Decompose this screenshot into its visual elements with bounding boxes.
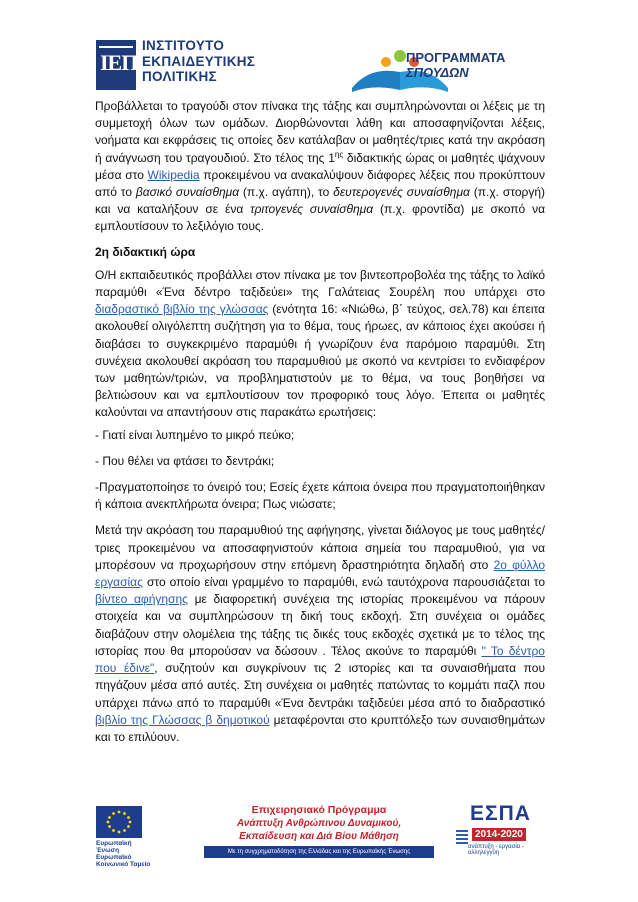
page-header — [96, 38, 546, 96]
operational-programme-title — [204, 804, 434, 843]
interactive-book-link[interactable]: διαδραστικό βιβλίο της γλώσσας — [95, 302, 269, 317]
prog-line-2: ΣΠΟΥΔΩΝ — [406, 65, 469, 80]
paragraph-2 — [95, 267, 545, 422]
language-book-link[interactable]: βιβλίο της Γλώσσας β δημοτικού — [95, 712, 270, 727]
p1-text-b: διδακτικής ώρας οι μαθητές ψάχνουν μέσα στο — [95, 150, 545, 182]
p3-text-d: , συζητούν και συγκρίνουν τις 2 ιστορίες και τα συναισθήματα που πηγάζουν μέσα από αυτές. Στη συνέχεια οι μαθητές πατώντας το κομμάτι παζλ που υπάρχει πάνω από το παραμύθι «Ένα δεντράκι ταξιδεύει μέσα από το διαδραστικό — [95, 661, 546, 710]
eu-label-title: Ευρωπαϊκή Ένωση — [96, 840, 132, 854]
p2-text-a: Ο/Η εκπαιδευτικός προβάλλει στον πίνακα με τον βιντεοπροβολέα της τάξης το λαϊκό παραμύθι «Ένα δέντρο ταξιδεύει» της Γαλάτειας Σουρέλη που υπάρχει στο — [95, 267, 545, 300]
op-line-1: Επιχειρησιακό Πρόγραμμα — [251, 804, 387, 816]
p3-text-a: Μετά την ακρόαση του παραμυθιού της αφήγησης, γίνεται διάλογος με τους μαθητές/τριες προκειμένου να αποσαφηνιστούν κάποια σημεία του παραμυθιού, για να μπορέσουν να προχωρήσουν στην επόμενη δραστηριότητα δηλαδή στο — [95, 523, 545, 572]
p1-text-f: (π.χ. φροντίδα) με σκοπό να εμπλουτίσουν το λεξιλόγιο τους. — [95, 202, 546, 234]
iep-line-3: ΠΟΛΙΤΙΚΗΣ — [142, 69, 217, 84]
cofinancing-strip: Με τη συγχρηματοδότηση της Ελλάδας και της Ευρωπαϊκής Ένωσης — [204, 846, 434, 858]
logo-bar — [99, 46, 133, 48]
eu-flag-icon — [96, 806, 142, 838]
document-body — [95, 98, 545, 751]
iep-line-2: ΕΚΠΑΙΔΕΥΤΙΚΗΣ — [142, 53, 256, 69]
p1-text-c: προκειμένου να ανακαλύψουν διάφορες λέξεις που προκύπτουν από το — [95, 167, 545, 200]
p1-text-d: (π.χ. αγάπη), το — [239, 185, 334, 200]
p2-text-b: (ενότητα 16: «Νιώθω, β΄ τεύχος, σελ.78) και έπειτα ακολουθεί ολιγόλεπτη συζήτηση για το θέμα, τους ήρωες, αν κάποιος έχει ακούσει ή διαβάσει το συγκεκριμένο παραμύθι ή γνωρίζουν ένα παρόμοιο παραμύθι. Στη συνέχεια ακολουθεί ακρόαση του παραμυθιού με σκοπό να κεντρίσει το ενδιαφέρον των μαθητών/τριών, να προβληματιστούν με το θέμα, να τους βοηθήσει να βελτιώσουν και να εμπλουτίσουν τον προφορικό τους λόγο. Έπειτα οι μαθητές καλούνται να απαντήσουν στις παρακάτω ερωτήσεις: — [95, 302, 545, 420]
p3-text-c: με διαφορετική συνέχεια της ιστορίας προκειμένου να πάρουν στοιχεία και να συμπληρώσουν τη δική τους εκδοχή. Στη συνέχεια οι ομάδες διαβάζουν στην ολομέλεια της τάξης τις δικές τους εκδοχές σχετικά με το τέλος της ιστορίας που θα μπορούσαν να δώσουν . Τέλος ακούνε το παραμύθι — [95, 592, 545, 658]
worksheet-2-link[interactable]: 2ο φύλλο εργασίας — [95, 557, 545, 590]
p1-italic-1: βασικό συναίσθημα — [135, 185, 240, 200]
iep-logo-icon — [96, 40, 136, 90]
iep-logo-glyph: ΙΕΠ — [100, 50, 138, 75]
iep-line-1: ΙΝΣΤΙΤΟΥΤΟ — [142, 38, 225, 53]
espa-title: ΕΣΠΑ — [470, 802, 531, 825]
narration-video-link[interactable]: βίντεο αφήγησης — [95, 592, 188, 607]
question-1: - Γιατί είναι λυπημένο το μικρό πεύκο; — [95, 427, 295, 442]
op-line-3: Εκπαίδευση και Διά Βίου Μάθηση — [239, 831, 399, 842]
espa-logo — [456, 802, 544, 856]
programmata-title — [406, 50, 505, 80]
p1-sup: ης — [334, 149, 344, 159]
section-heading: 2η διδακτική ώρα — [95, 244, 196, 259]
giving-tree-link[interactable]: " Το δέντρο που έδινε" — [95, 643, 545, 676]
p1-text-e: (π.χ. στοργή) και να καταλήξουν σε ένα — [95, 185, 546, 217]
prog-line-1: ΠΡΟΓΡΑΜΜΑΤΑ — [406, 50, 506, 65]
greek-flag-icon — [456, 830, 468, 844]
wikipedia-link[interactable]: Wikipedia — [147, 167, 200, 182]
page-footer — [96, 800, 546, 868]
question-2: - Που θέλει να φτάσει το δεντράκι; — [95, 453, 275, 468]
iep-name — [142, 38, 282, 85]
question-3: -Πραγματοποίησε το όνειρό του; Εσείς έχετε κάποια όνειρα που πραγματοποιήθηκαν ή κάποια ανεκπλήρωτα όνειρα; Πως νιώσατε; — [95, 480, 545, 512]
p3-text-b: στο οποίο είναι γραμμένο το παραμύθι, ενώ ταυτόχρονα παρουσιάζεται το — [142, 575, 545, 590]
p1-italic-2: δευτερογενές συναίσθημα — [333, 185, 470, 200]
eu-label-sub: Ευρωπαϊκό Κοινωνικό Ταμείο — [96, 854, 151, 868]
paragraph-1 — [95, 98, 545, 236]
espa-years: 2014-2020 — [472, 828, 526, 841]
p1-text-a: Προβάλλεται το τραγούδι στον πίνακα της τάξης και συμπληρώνονται οι λέξεις με τη συμμετοχή όλων των ομάδων. Διορθώνονται λάθη και αποσαφηνίζονται λέξεις, νοήματα και εκφράσεις τις οποίες δεν κατάλαβαν οι μαθητές/τριες κατά την ακρόαση ή ανάγνωση του τραγουδιού. Στο τέλος της 1 — [95, 99, 545, 165]
espa-slogan: ανάπτυξη - εργασία - αλληλεγγύη — [468, 844, 524, 856]
p3-text-e: μεταφέρονται στο κρυπτόλεξο των συναισθημάτων και το επιλύουν. — [95, 712, 546, 744]
eu-label — [96, 840, 156, 868]
paragraph-3 — [95, 522, 545, 746]
p1-italic-3: τριτογενές συναίσθημα — [250, 202, 374, 217]
op-line-2: Ανάπτυξη Ανθρώπινου Δυναμικού, — [236, 818, 402, 829]
